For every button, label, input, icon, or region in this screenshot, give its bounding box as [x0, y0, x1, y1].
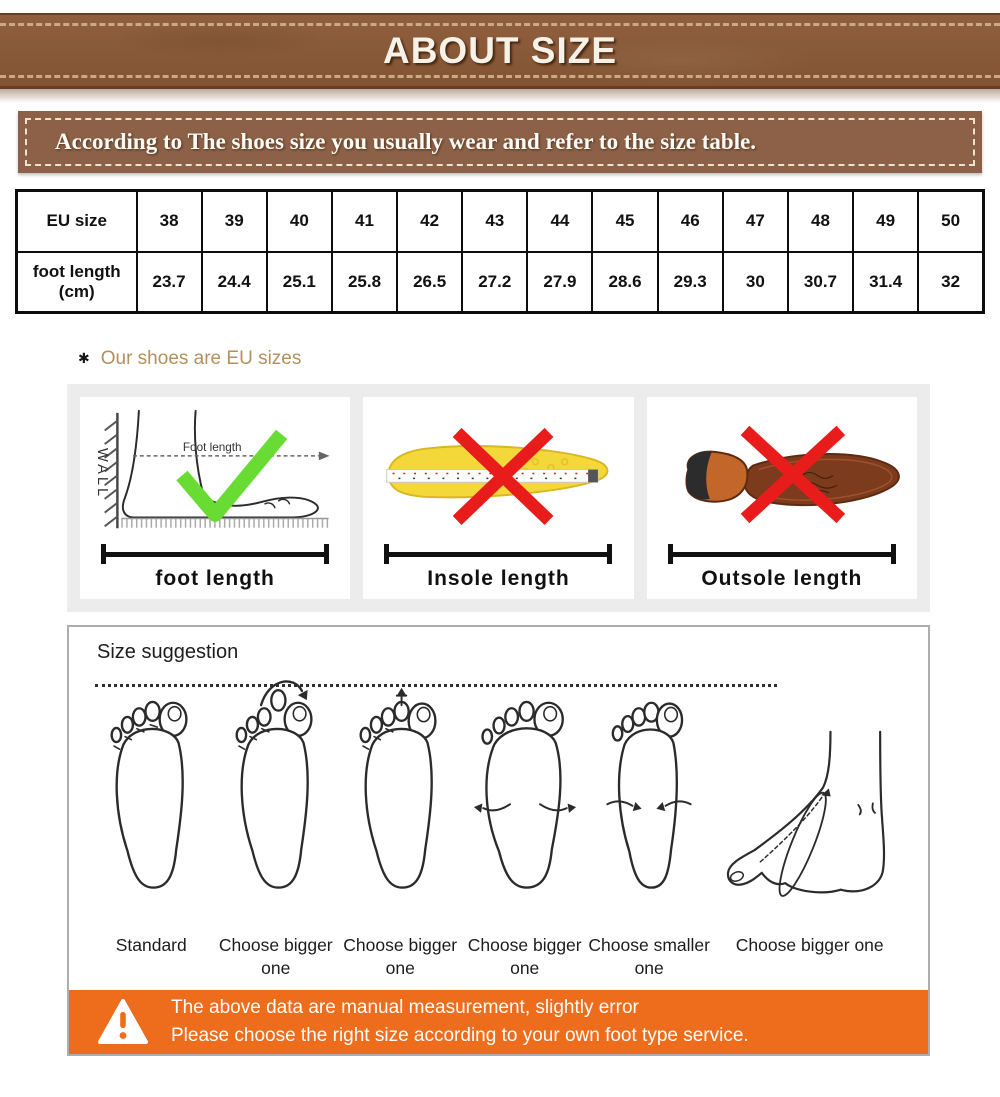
warning-icon — [97, 998, 149, 1046]
warning-line1: The above data are manual measurement, slightly error — [171, 996, 639, 1018]
table-cell: 27.2 — [462, 252, 527, 313]
measurement-guide — [67, 384, 930, 612]
table-cell: 32 — [918, 252, 983, 313]
table-cell: 25.1 — [267, 252, 332, 313]
star-icon: ✱ — [78, 350, 90, 366]
insole-illustration — [369, 407, 627, 539]
table-cell: 26.5 — [397, 252, 462, 313]
size-suggestion-box — [67, 625, 930, 1056]
suggestion-label: Choose bigger one — [467, 935, 582, 978]
table-cell: 45 — [592, 191, 657, 252]
table-cell: 29.3 — [658, 252, 723, 313]
panel-label: foot length — [155, 567, 275, 590]
foot-illustration-long-toe — [338, 668, 462, 934]
table-cell: 30 — [723, 252, 788, 313]
note-heading — [78, 348, 1000, 370]
feet-illustrations — [69, 668, 928, 934]
table-cell: 46 — [658, 191, 723, 252]
table-cell: 28.6 — [592, 252, 657, 313]
measure-bracket — [668, 544, 896, 564]
panel-label: Insole length — [427, 567, 570, 590]
instruction-inner-frame — [25, 118, 975, 166]
measure-panel-insole — [363, 397, 633, 599]
foot-illustration-hammer-toe — [213, 668, 337, 934]
row-header-line1: foot length — [32, 262, 121, 282]
suggestion-label: Standard — [115, 935, 187, 955]
table-cell: 24.4 — [202, 252, 267, 313]
table-cell: 41 — [332, 191, 397, 252]
measure-panel-outsole — [647, 397, 917, 599]
foot-measure-illustration — [86, 407, 344, 539]
arrow-head — [319, 451, 330, 460]
table-cell: 42 — [397, 191, 462, 252]
table-cell: 30.7 — [788, 252, 853, 313]
measure-panel-foot-length — [80, 397, 350, 599]
table-cell: 23.7 — [137, 252, 202, 313]
outsole-illustration — [653, 407, 911, 539]
page-title: ABOUT SIZE — [382, 29, 618, 71]
table-cell: 44 — [527, 191, 592, 252]
measure-bracket — [101, 544, 329, 564]
row-header-eu-size: EU size — [17, 191, 137, 252]
size-table — [15, 189, 985, 314]
panel-label: Outsole length — [701, 567, 863, 590]
banner-shadow — [0, 89, 1000, 103]
table-cell: 43 — [462, 191, 527, 252]
table-row-eu-size — [17, 191, 984, 252]
row-header-line2: (cm) — [58, 281, 95, 301]
suggestion-label: Choose smaller one — [588, 935, 710, 978]
table-cell: 49 — [853, 191, 918, 252]
warning-line2: Please choose the right size according to your own foot type service. — [171, 1024, 749, 1046]
suggestion-label: Choose bigger one — [735, 935, 884, 955]
suggestion-labels — [69, 934, 928, 980]
table-cell: 39 — [202, 191, 267, 252]
note-text: Our shoes are EU sizes — [100, 348, 302, 369]
foot-length-annotation: Foot length — [182, 441, 242, 454]
table-cell: 50 — [918, 191, 983, 252]
title-banner — [0, 13, 1000, 89]
table-cell: 31.4 — [853, 252, 918, 313]
foot-illustration-standard — [89, 668, 213, 934]
foot-illustration-high-instep — [711, 668, 908, 934]
suggestion-label: Choose bigger one — [343, 935, 458, 978]
instruction-text: According to The shoes size you usually wear and refer to the size table. — [55, 129, 757, 154]
table-cell: 48 — [788, 191, 853, 252]
table-cell: 40 — [267, 191, 332, 252]
table-cell: 38 — [137, 191, 202, 252]
suggestion-label: Choose bigger one — [218, 935, 333, 978]
tape-end — [588, 470, 598, 483]
table-cell: 27.9 — [527, 252, 592, 313]
foot-illustration-narrow — [587, 668, 711, 934]
suggestion-title: Size suggestion — [97, 641, 239, 663]
row-header-foot-length — [17, 252, 137, 313]
instruction-box — [18, 111, 982, 173]
table-cell: 25.8 — [332, 252, 397, 313]
foot-illustration-wide — [462, 668, 586, 934]
table-cell: 47 — [723, 191, 788, 252]
warning-text — [171, 994, 749, 1049]
measure-bracket — [384, 544, 612, 564]
table-row-foot-length — [17, 252, 984, 313]
wall-label: WALL — [93, 447, 110, 500]
warning-banner — [69, 990, 928, 1054]
feet-row — [69, 668, 928, 934]
